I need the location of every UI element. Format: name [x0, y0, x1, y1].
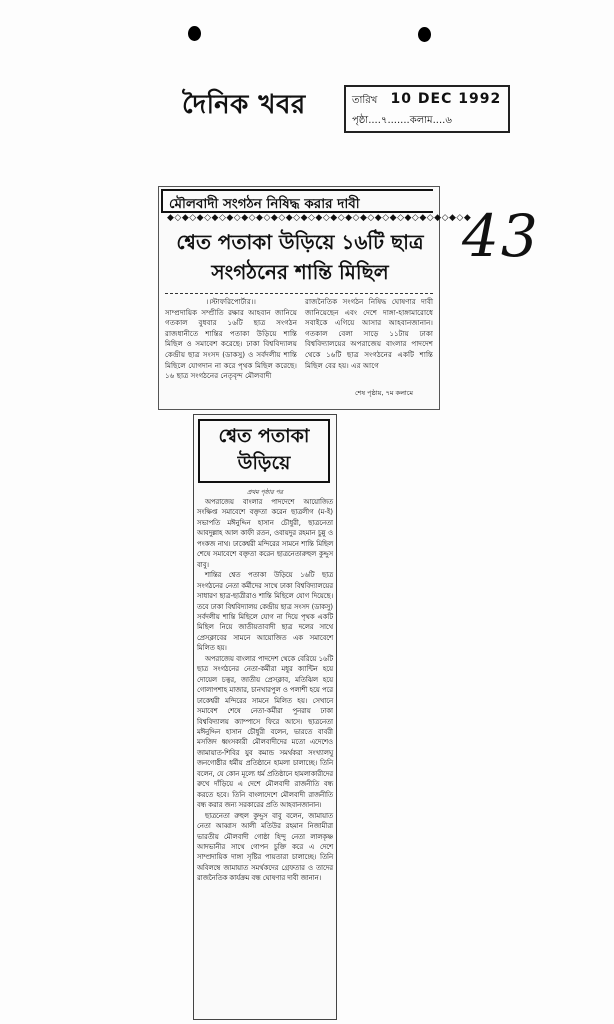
- article-column-right: [305, 297, 433, 383]
- byline: ।।স্টাফরিপোর্টার।।: [206, 297, 256, 306]
- continuation-paragraph: ছাত্রনেতা রুহুল কুদ্দুস বাবু বলেন, জামায়াত নেতা আব্বাস আলী মতিউর রহমান নিজামীরা ভারতীয় মৌলবাদী গোষ্ঠা হিন্দু নেতা লালকৃষ্ণ আদভানীর সাথে গোপন চুক্তি করে এ দেশে সাম্প্রদায়িক দাঙ্গা সৃষ্টির পায়তারা চালাচ্ছে। তিনি অবিলম্বে জামায়াত সমর্থকদের গ্রেফতার ও তাদের রাজনৈতিক কার্যক্রম বন্ধ ঘোষণার দাবী জানান।: [197, 811, 333, 883]
- headline-rule: [165, 293, 433, 294]
- stamp-column-label: কলাম: [409, 115, 433, 126]
- headline-line-1: শ্বেত পতাকা উড়িয়ে ১৬টি ছাত্র: [176, 230, 424, 254]
- stamp-date: 10 DEC 1992: [390, 91, 502, 107]
- stamp-date-row: [352, 91, 501, 110]
- newspaper-name: দৈনিক খবর: [182, 90, 306, 120]
- continuation-paragraph: অপরাজেয় বাংলার পাদদেশ থেকে বেরিয়ে ১৬টি ছাত্র সংগঠনের নেতা-কর্মীরা মধুর ক্যান্টিন হয়ে দোয়েল চত্বর, জাতীয় প্রেসক্লাব, মতিঝিল হয়ে গোলাপশাহ মাজার, চানখারপুল ও পলাশী হয়ে পরে ঢাকেশ্বরী মন্দিরের সামনে মিলিত হয়। সেখানে সমাবেশ শেষে নেতা-কর্মীরা পুনরায় ঢাকা বিশ্ববিদ্যালয় ক্যাম্পাসে ফিরে আসে। ছাত্রনেতা মঈনুদ্দিন হাসান চৌধুরী বলেন, ভারতে বাবরী মসজিদ ধ্বংসকারী মৌলবাদীদের মতো এদেশেও জামায়াত-শিবির যুব কমান্ড সমর্থকরা সংখ্যালঘু জনগোষ্ঠীর ধর্মীয় প্রতিষ্ঠানে হামলা চালাচ্ছে। তিনি বলেন, যে কোন মূল্যে ধর্ম প্রতিষ্ঠানে হামলাকারীদের রুখে দাঁড়িয়ে এ দেশে মৌলবাদী রাজনীতি বন্ধ করতে হবে। তিনি বাংলাদেশে মৌলবাদী রাজনীতি বন্ধ করার জন্য সরকারের প্রতি আহবানজানান।: [197, 654, 333, 810]
- stamp-page-row: পৃষ্ঠা....৭.......কলাম....৬: [352, 115, 452, 126]
- jump-line: শেষ পৃষ্ঠায়, ৭ম কলামে: [355, 389, 414, 397]
- column-left-text: সাম্প্রদায়িক সম্প্রীতি রক্ষার আহবান জানিয়ে গতকাল বুধবার ১৬টি ছাত্র সংগঠন রাজধানীতে শান্তির পতাকা উড়িয়ে শান্তি মিছিল ও সমাবেশ করেছে। ঢাকা বিশ্ববিদ্যালয় কেন্দ্রীয় ছাত্র সংসদ (ডাকসু) ও সর্বদলীয় শান্তি মিছিলে যোগদান না করে পৃথক মিছিল করেছে। ১৬ ছাত্র সংগঠনের নেতৃবৃন্দ মৌলবাদী: [165, 307, 297, 381]
- handwritten-number: 43: [462, 202, 540, 270]
- stamp-column-number: ৬: [445, 115, 452, 126]
- continued-from: প্রথম পৃষ্ঠার পর: [247, 489, 283, 496]
- continuation-title-line-2: উড়িয়ে: [237, 452, 291, 474]
- punch-hole-right-icon: [418, 27, 431, 42]
- main-headline: [159, 227, 441, 287]
- stamp-date-label: তারিখ: [352, 95, 378, 106]
- continuation-paragraph: শান্তির শ্বেত পতাকা উড়িয়ে ১৬টি ছাত্র সংগঠনের নেতা কর্মীদের সাথে ঢাকা বিশ্ববিদ্যালয়ের সাধারণ ছাত্র-ছাত্রীরাও শান্তি মিছিলে যোগ দিয়েছে। তবে ঢাকা বিশ্ববিদ্যালয় কেন্দ্রীয় ছাত্র সংসদ (ডাকসু) সর্বদলীয় শান্তি মিছিলে যোগ না দিয়ে পৃথক একটি মিছিল নিয়ে জাতীয়তাবাদী ছাত্র দলের সাথে প্রেসক্লাবের সামনে আয়োজিত এক সমাবেশে মিলিত হয়।: [197, 571, 333, 653]
- stamp-page-number: ৭: [380, 115, 388, 126]
- article-clipping-front: [158, 186, 472, 410]
- stamp-page-label: পৃষ্ঠা: [352, 115, 369, 126]
- continuation-title-line-1: শ্বেত পতাকা: [218, 425, 310, 447]
- continuation-title: [198, 419, 330, 483]
- headline-line-2: সংগঠনের শান্তি মিছিল: [211, 260, 389, 284]
- decorative-divider: ◆◇◆◇◆◇◆◇◆◇◆◇◆◇◆◇◆◇◆◇◆◇◆◇◆◇◆◇◆◇◆◇◆◇◆◇◆◇◆◇◆: [167, 213, 472, 223]
- continuation-paragraph: অপরাজেয় বাংলার পাদদেশে আয়োজিত সংক্ষিপ্ত সমাবেশে বক্তৃতা করেন ছাত্রলীগ (ম-ই) সভাপতি মঈনুদ্দিন হাসান চৌধুরী, ছাত্রনেতা আবদুল্লাহ আল কাফী রতন, ওবায়দুর রহমান চুন্নু ও পংকজ নাথ। ঢাকেশ্বরী মন্দিরের সামনে শান্তি মিছিল শেষে সমাবেশে বক্তৃতা করেন ছাত্রনেতারুহুল কুদ্দুস বাবু।: [197, 498, 333, 569]
- kicker-headline: মৌলবাদী সংগঠন নিষিদ্ধ করার দাবী: [161, 189, 433, 213]
- article-clipping-continuation: [193, 414, 337, 1020]
- continuation-body: [197, 497, 333, 1017]
- article-column-left: [165, 297, 297, 403]
- date-stamp: [344, 85, 510, 133]
- column-right-text: রাজনৈতিক সংগঠন নিষিদ্ধ ঘোষণার দাবী জানিয়েছেন এবং দেশে দাঙ্গা-হাঙ্গামারোধে সবাইকে এগিয়ে আসার আহবানজানান। গতকাল বেলা সাড়ে ১১টায় ঢাকা বিশ্ববিদ্যালয়ের অপরাজেয় বাংলার পাদদেশ থেকে ১৬টি ছাত্র সংগঠনের একটি শান্তি মিছিল বের হয়। এর আগে: [305, 297, 433, 370]
- punch-hole-left-icon: [188, 26, 201, 41]
